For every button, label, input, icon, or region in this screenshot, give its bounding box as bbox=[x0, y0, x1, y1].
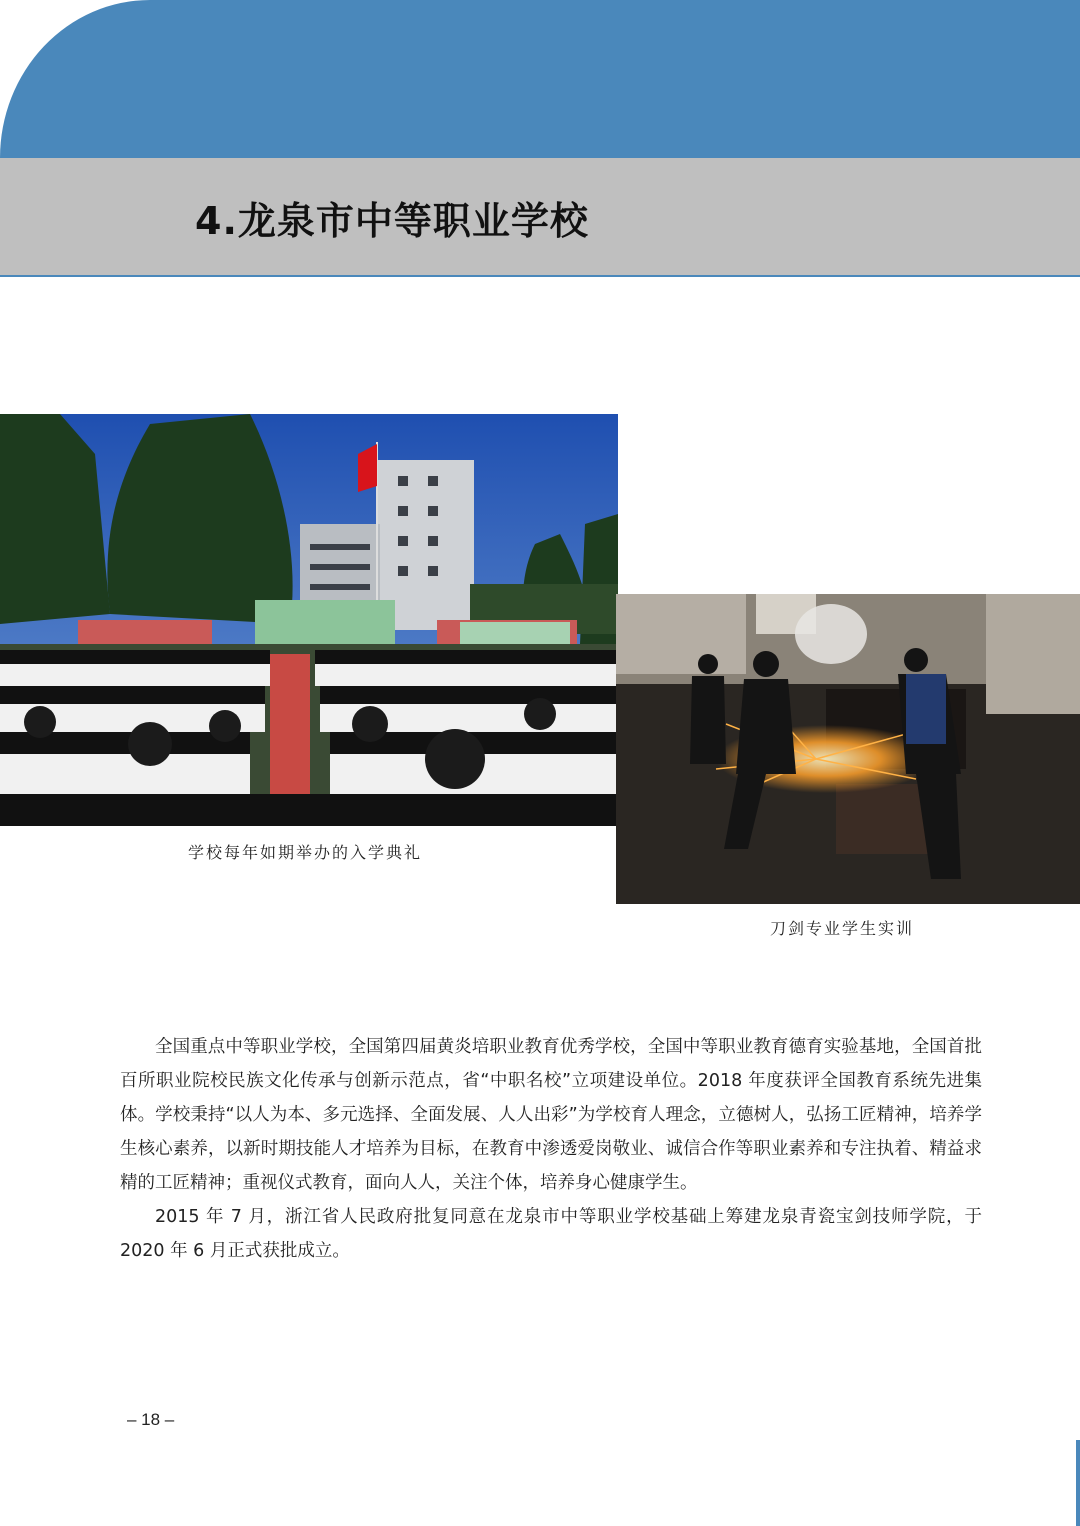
ceremony-photo bbox=[0, 414, 618, 826]
body-text bbox=[120, 1030, 982, 1268]
page-number: – 18 – bbox=[127, 1410, 175, 1429]
page-title: 4.龙泉市中等职业学校 bbox=[195, 199, 589, 243]
edge-stripe bbox=[1076, 1440, 1080, 1526]
forge-photo bbox=[616, 594, 1080, 904]
paragraph-history: 2015 年 7 月，浙江省人民政府批复同意在龙泉市中等职业学校基础上筹建龙泉青瓷宝剑技师学院，于 2020 年 6 月正式获批成立。 bbox=[120, 1207, 982, 1261]
forge-caption: 刀剑专业学生实训 bbox=[770, 919, 915, 938]
header-blue-band bbox=[0, 0, 1080, 158]
paragraph-intro: 全国重点中等职业学校，全国第四届黄炎培职业教育优秀学校，全国中等职业教育德育实验基地，全国首批百所职业院校民族文化传承与创新示范点，省“中职名校”立项建设单位。2018 年度获评全国教育系统先进集体。学校秉持“以人为本、多元选择、全面发展、人人出彩”为学校育人理念，立德树人，弘扬工匠精神，培养学生核心素养，以新时期技能人才培养为目标，在教育中渗透爱岗敬业、诚信合作等职业素养和专注执着、精益求精的工匠精神；重视仪式教育，面向人人，关注个体，培养身心健康学生。 bbox=[120, 1037, 982, 1193]
ceremony-caption: 学校每年如期举办的入学典礼 bbox=[188, 843, 423, 862]
